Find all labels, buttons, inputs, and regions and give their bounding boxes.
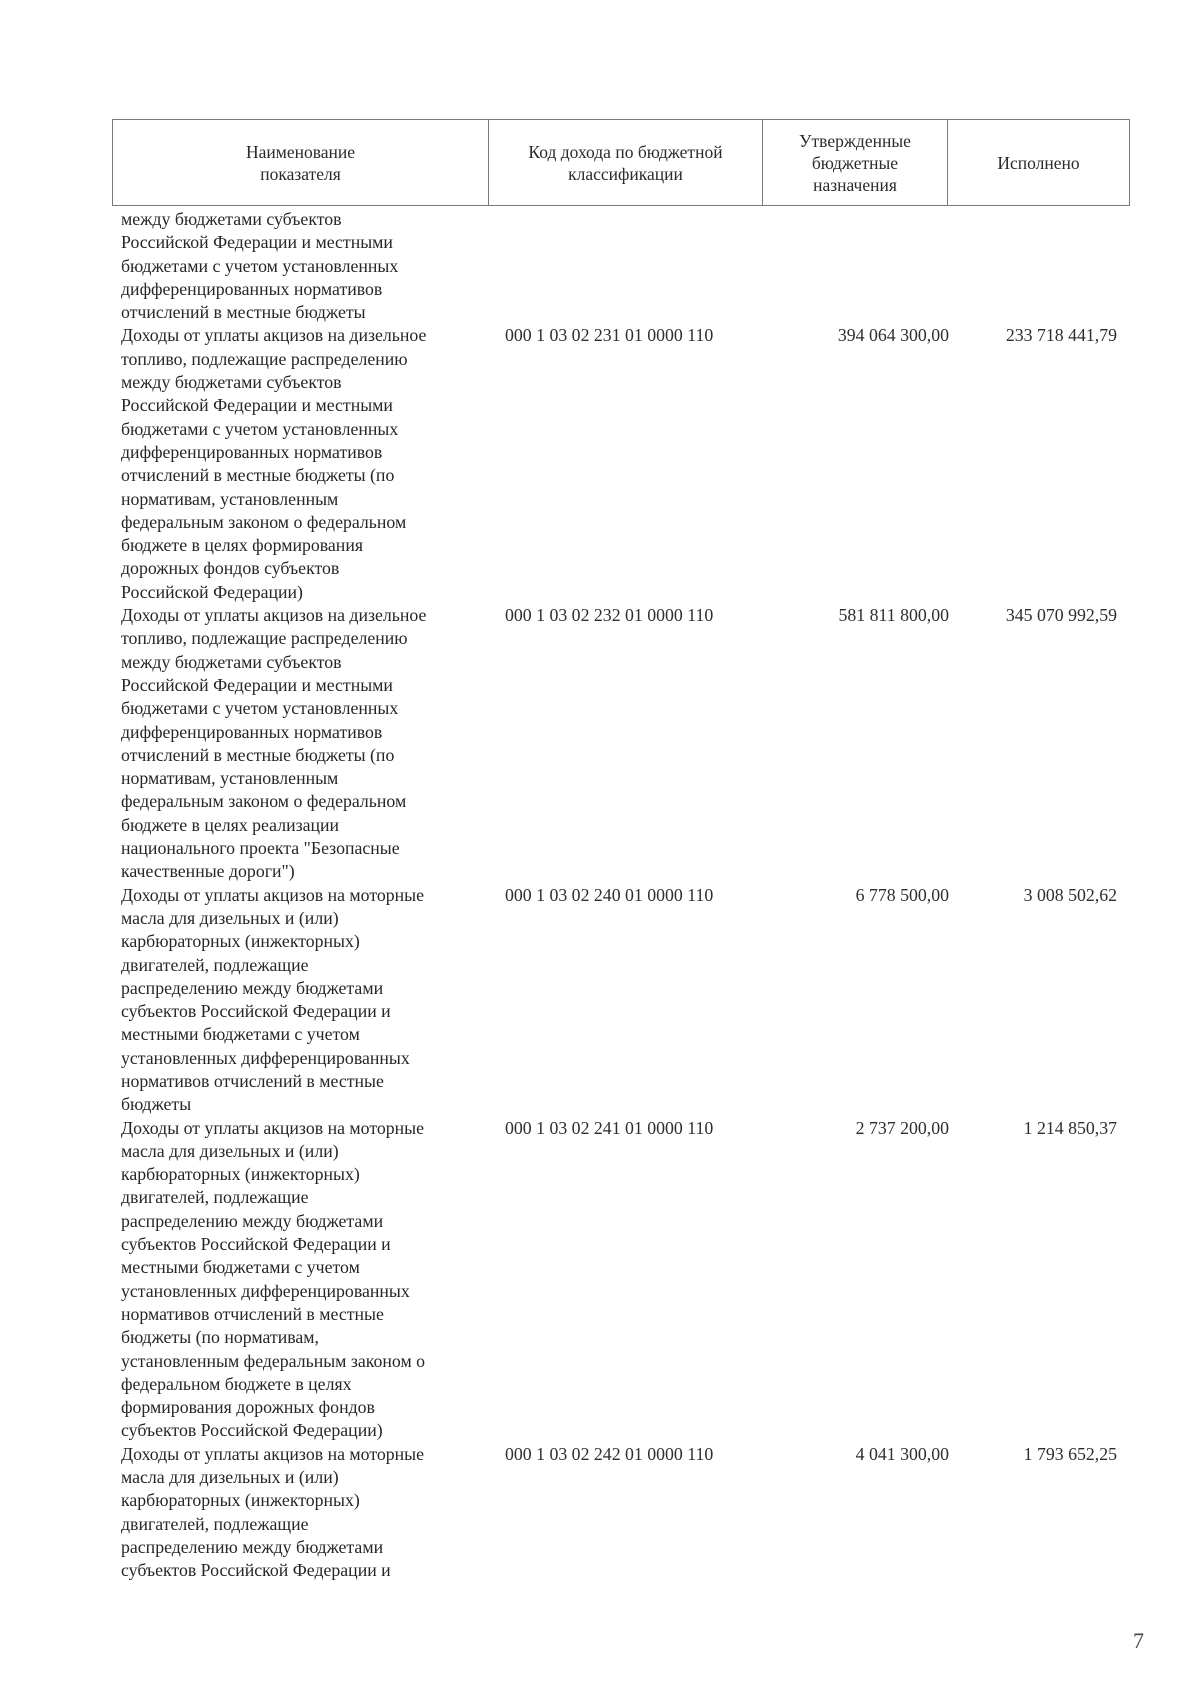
header-code: Код дохода по бюджетной классификации	[489, 120, 763, 206]
page-number: 7	[1133, 1628, 1144, 1653]
income-code: 000 1 03 02 232 01 0000 110	[505, 605, 714, 626]
indicator-name-line: федеральным законом о федеральном	[121, 511, 407, 532]
indicator-name-line: масла для дизельных и (или)	[121, 1467, 339, 1488]
indicator-name-line: нормативам, установленным	[121, 768, 339, 789]
indicator-name-line: качественные дороги")	[121, 861, 295, 882]
indicator-name-line: бюджеты (по нормативам,	[121, 1327, 319, 1348]
indicator-name-line: масла для дизельных и (или)	[121, 907, 339, 928]
indicator-name-line: отчислений в местные бюджеты (по	[121, 744, 395, 765]
indicator-name-line: дорожных фондов субъектов	[121, 558, 340, 579]
indicator-name-line: нормативам, установленным	[121, 488, 339, 509]
indicator-name-line: распределению между бюджетами	[121, 977, 384, 998]
indicator-name-line: местными бюджетами с учетом	[121, 1257, 360, 1278]
indicator-name-line: Российской Федерации и местными	[121, 232, 393, 253]
indicator-name-line: между бюджетами субъектов	[121, 651, 342, 672]
indicator-name-line: карбюраторных (инжекторных)	[121, 1164, 360, 1185]
indicator-name-line: распределению между бюджетами	[121, 1536, 384, 1557]
indicator-name-line: Российской Федерации)	[121, 581, 303, 602]
indicator-name-line: между бюджетами субъектов	[121, 372, 342, 393]
income-code: 000 1 03 02 231 01 0000 110	[505, 325, 714, 346]
indicator-name-line: топливо, подлежащие распределению	[121, 348, 408, 369]
income-code: 000 1 03 02 240 01 0000 110	[505, 884, 714, 905]
indicator-name	[112, 208, 491, 324]
indicator-name-line: нормативов отчислений в местные	[121, 1070, 384, 1091]
indicator-name-line: карбюраторных (инжекторных)	[121, 1490, 360, 1511]
executed-amount: 1 793 652,25	[1023, 1443, 1117, 1464]
income-code: 000 1 03 02 241 01 0000 110	[505, 1117, 714, 1138]
approved-amount: 394 064 300,00	[837, 325, 949, 346]
indicator-name-line: субъектов Российской Федерации и	[121, 1001, 391, 1022]
indicator-name-line: отчислений в местные бюджеты	[121, 302, 366, 323]
executed-amount: 1 214 850,37	[1023, 1117, 1117, 1138]
indicator-name-line: карбюраторных (инжекторных)	[121, 931, 360, 952]
indicator-name	[112, 1443, 491, 1583]
indicator-name	[112, 324, 491, 604]
indicator-name	[112, 884, 491, 1117]
indicator-name-line: бюджетами с учетом установленных	[121, 418, 399, 439]
indicator-name-line: установленных дифференцированных	[121, 1280, 410, 1301]
indicator-name-line: между бюджетами субъектов	[121, 209, 342, 229]
approved-amount: 6 778 500,00	[855, 884, 949, 905]
indicator-name-line: формирования дорожных фондов	[121, 1397, 375, 1418]
table-row	[112, 208, 1129, 324]
indicator-name-line: бюджетами с учетом установленных	[121, 255, 399, 276]
indicator-name-line: местными бюджетами с учетом	[121, 1024, 360, 1045]
indicator-name-line: дифференцированных нормативов	[121, 441, 383, 462]
indicator-name-line: национального проекта "Безопасные	[121, 838, 400, 859]
indicator-name-line: федеральным законом о федеральном	[121, 791, 407, 812]
indicator-name-line: нормативов отчислений в местные	[121, 1303, 384, 1324]
indicator-name-line: топливо, подлежащие распределению	[121, 628, 408, 649]
indicator-name-line: Доходы от уплаты акцизов на дизельное	[121, 325, 427, 346]
indicator-name-line: распределению между бюджетами	[121, 1210, 384, 1231]
indicator-name-line: установленных дифференцированных	[121, 1047, 410, 1068]
indicator-name-line: Доходы от уплаты акцизов на моторные	[121, 1117, 425, 1138]
approved-amount: 2 737 200,00	[855, 1117, 949, 1138]
approved-amount: 581 811 800,00	[838, 605, 949, 626]
table-row	[112, 324, 1129, 604]
income-code: 000 1 03 02 242 01 0000 110	[505, 1443, 714, 1464]
indicator-name-line: Доходы от уплаты акцизов на дизельное	[121, 605, 427, 626]
table-header	[112, 119, 1130, 206]
indicator-name-line: федеральном бюджете в целях	[121, 1373, 352, 1394]
indicator-name-line: субъектов Российской Федерации и	[121, 1234, 391, 1255]
indicator-name-line: субъектов Российской Федерации)	[121, 1420, 383, 1441]
indicator-name-line: масла для дизельных и (или)	[121, 1140, 339, 1161]
header-approved: Утвержденные бюджетные назначения	[763, 120, 948, 206]
indicator-name-line: двигателей, подлежащие	[121, 954, 309, 975]
indicator-name	[112, 1117, 491, 1443]
indicator-name-line: дифференцированных нормативов	[121, 721, 383, 742]
indicator-name-line: двигателей, подлежащие	[121, 1513, 309, 1534]
approved-amount: 4 041 300,00	[855, 1443, 949, 1464]
table-row	[112, 884, 1129, 1117]
table-row	[112, 1117, 1129, 1443]
indicator-name-line: двигателей, подлежащие	[121, 1187, 309, 1208]
indicator-name-line: бюджете в целях формирования	[121, 535, 364, 556]
executed-amount: 233 718 441,79	[1005, 325, 1117, 346]
indicator-name-line: дифференцированных нормативов	[121, 278, 383, 299]
indicator-name	[112, 604, 491, 884]
header-executed: Исполнено	[948, 120, 1130, 206]
indicator-name-line: бюджеты	[121, 1094, 192, 1115]
indicator-name-line: Российской Федерации и местными	[121, 395, 393, 416]
indicator-name-line: Доходы от уплаты акцизов на моторные	[121, 884, 425, 905]
table-row	[112, 1443, 1129, 1583]
executed-amount: 3 008 502,62	[1023, 884, 1117, 905]
header-name: Наименование показателя	[113, 120, 489, 206]
table-row	[112, 604, 1129, 884]
indicator-name-line: бюджете в целях реализации	[121, 814, 340, 835]
table-body	[112, 208, 1129, 1583]
indicator-name-line: установленным федеральным законом о	[121, 1350, 426, 1371]
indicator-name-line: субъектов Российской Федерации и	[121, 1560, 391, 1581]
indicator-name-line: бюджетами с учетом установленных	[121, 698, 399, 719]
executed-amount: 345 070 992,59	[1005, 605, 1117, 626]
indicator-name-line: Российской Федерации и местными	[121, 674, 393, 695]
indicator-name-line: Доходы от уплаты акцизов на моторные	[121, 1443, 425, 1464]
indicator-name-line: отчислений в местные бюджеты (по	[121, 465, 395, 486]
